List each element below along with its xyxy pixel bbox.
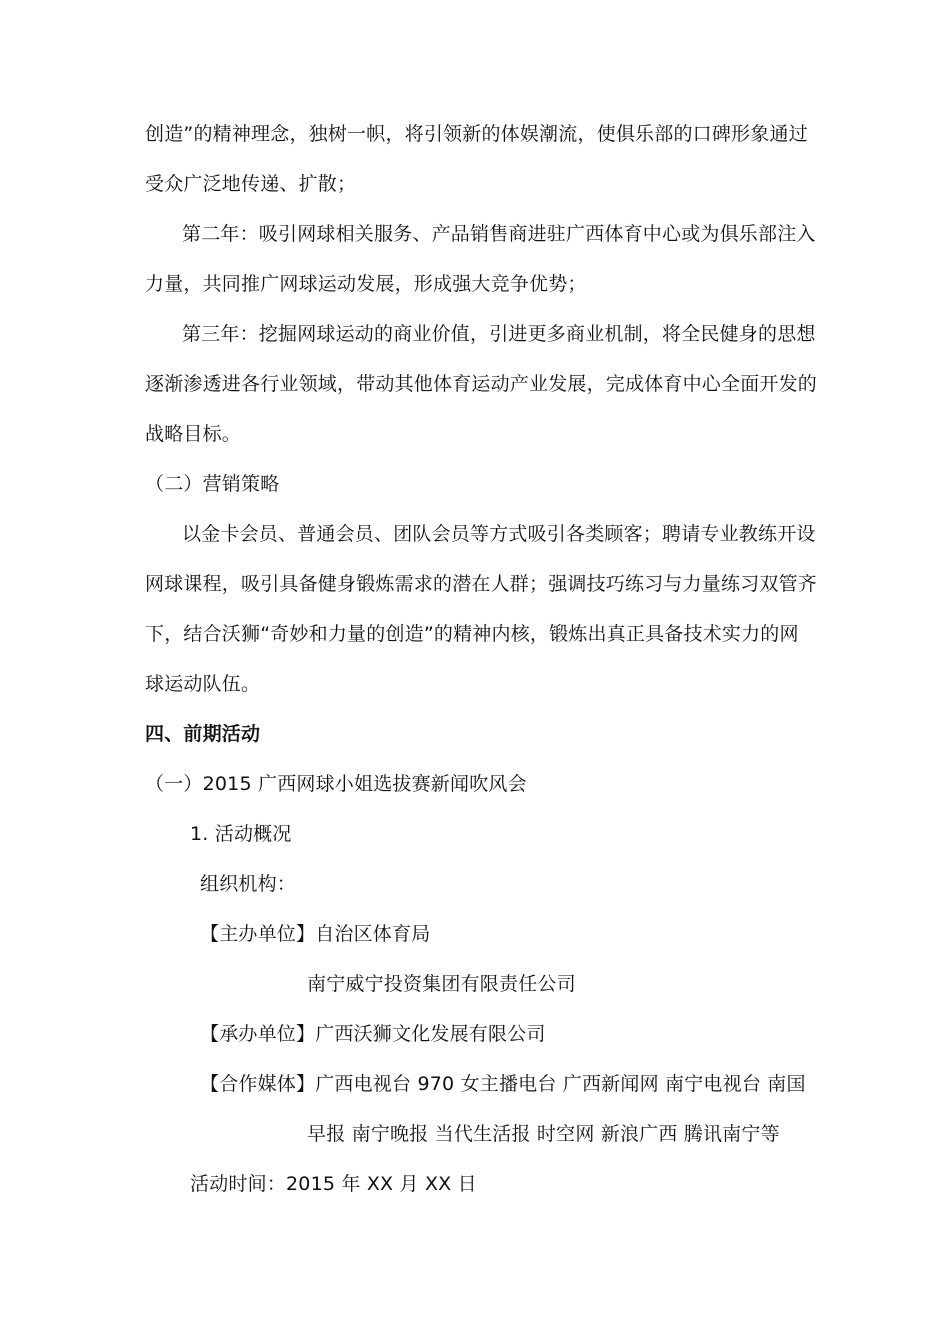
paragraph-line: 创造”的精神理念，独树一帜，将引领新的体娱潮流，使俱乐部的口碑形象通过 bbox=[145, 123, 808, 145]
paragraph-line: 活动时间：2015 年 XX 月 XX 日 bbox=[190, 1173, 477, 1195]
section-heading: 四、前期活动 bbox=[145, 723, 261, 745]
subheading: （一）2015 广西网球小姐选拔赛新闻吹风会 bbox=[145, 773, 527, 795]
paragraph-line: 下，结合沃狮“奇妙和力量的创造”的精神内核，锻炼出真正具备技术实力的网 bbox=[145, 623, 799, 645]
paragraph-line: 以金卡会员、普通会员、团队会员等方式吸引各类顾客；聘请专业教练开设 bbox=[182, 523, 816, 545]
paragraph-line: 早报 南宁晚报 当代生活报 时空网 新浪广西 腾讯南宁等 bbox=[307, 1123, 780, 1145]
paragraph-line: 战略目标。 bbox=[145, 423, 242, 445]
paragraph-line: 【主办单位】自治区体育局 bbox=[200, 923, 431, 945]
subheading: （二）营销策略 bbox=[145, 473, 280, 495]
paragraph-line: 组织机构： bbox=[200, 873, 297, 895]
paragraph-line: 第三年：挖掘网球运动的商业价值，引进更多商业机制，将全民健身的思想 bbox=[182, 323, 816, 345]
paragraph-line: 球运动队伍。 bbox=[145, 673, 261, 695]
paragraph-line: 力量，共同推广网球运动发展，形成强大竞争优势； bbox=[145, 273, 587, 295]
paragraph-line: 南宁威宁投资集团有限责任公司 bbox=[307, 973, 576, 995]
paragraph-line: 【合作媒体】广西电视台 970 女主播电台 广西新闻网 南宁电视台 南国 bbox=[200, 1073, 806, 1095]
paragraph-line: 网球课程，吸引具备健身锻炼需求的潜在人群；强调技巧练习与力量练习双管齐 bbox=[145, 573, 818, 595]
list-item: 1. 活动概况 bbox=[190, 823, 292, 845]
paragraph-line: 逐渐渗透进各行业领域，带动其他体育运动产业发展，完成体育中心全面开发的 bbox=[145, 373, 818, 395]
paragraph-line: 第二年：吸引网球相关服务、产品销售商进驻广西体育中心或为俱乐部注入 bbox=[182, 223, 816, 245]
paragraph-line: 受众广泛地传递、扩散； bbox=[145, 173, 357, 195]
paragraph-line: 【承办单位】广西沃狮文化发展有限公司 bbox=[200, 1023, 546, 1045]
